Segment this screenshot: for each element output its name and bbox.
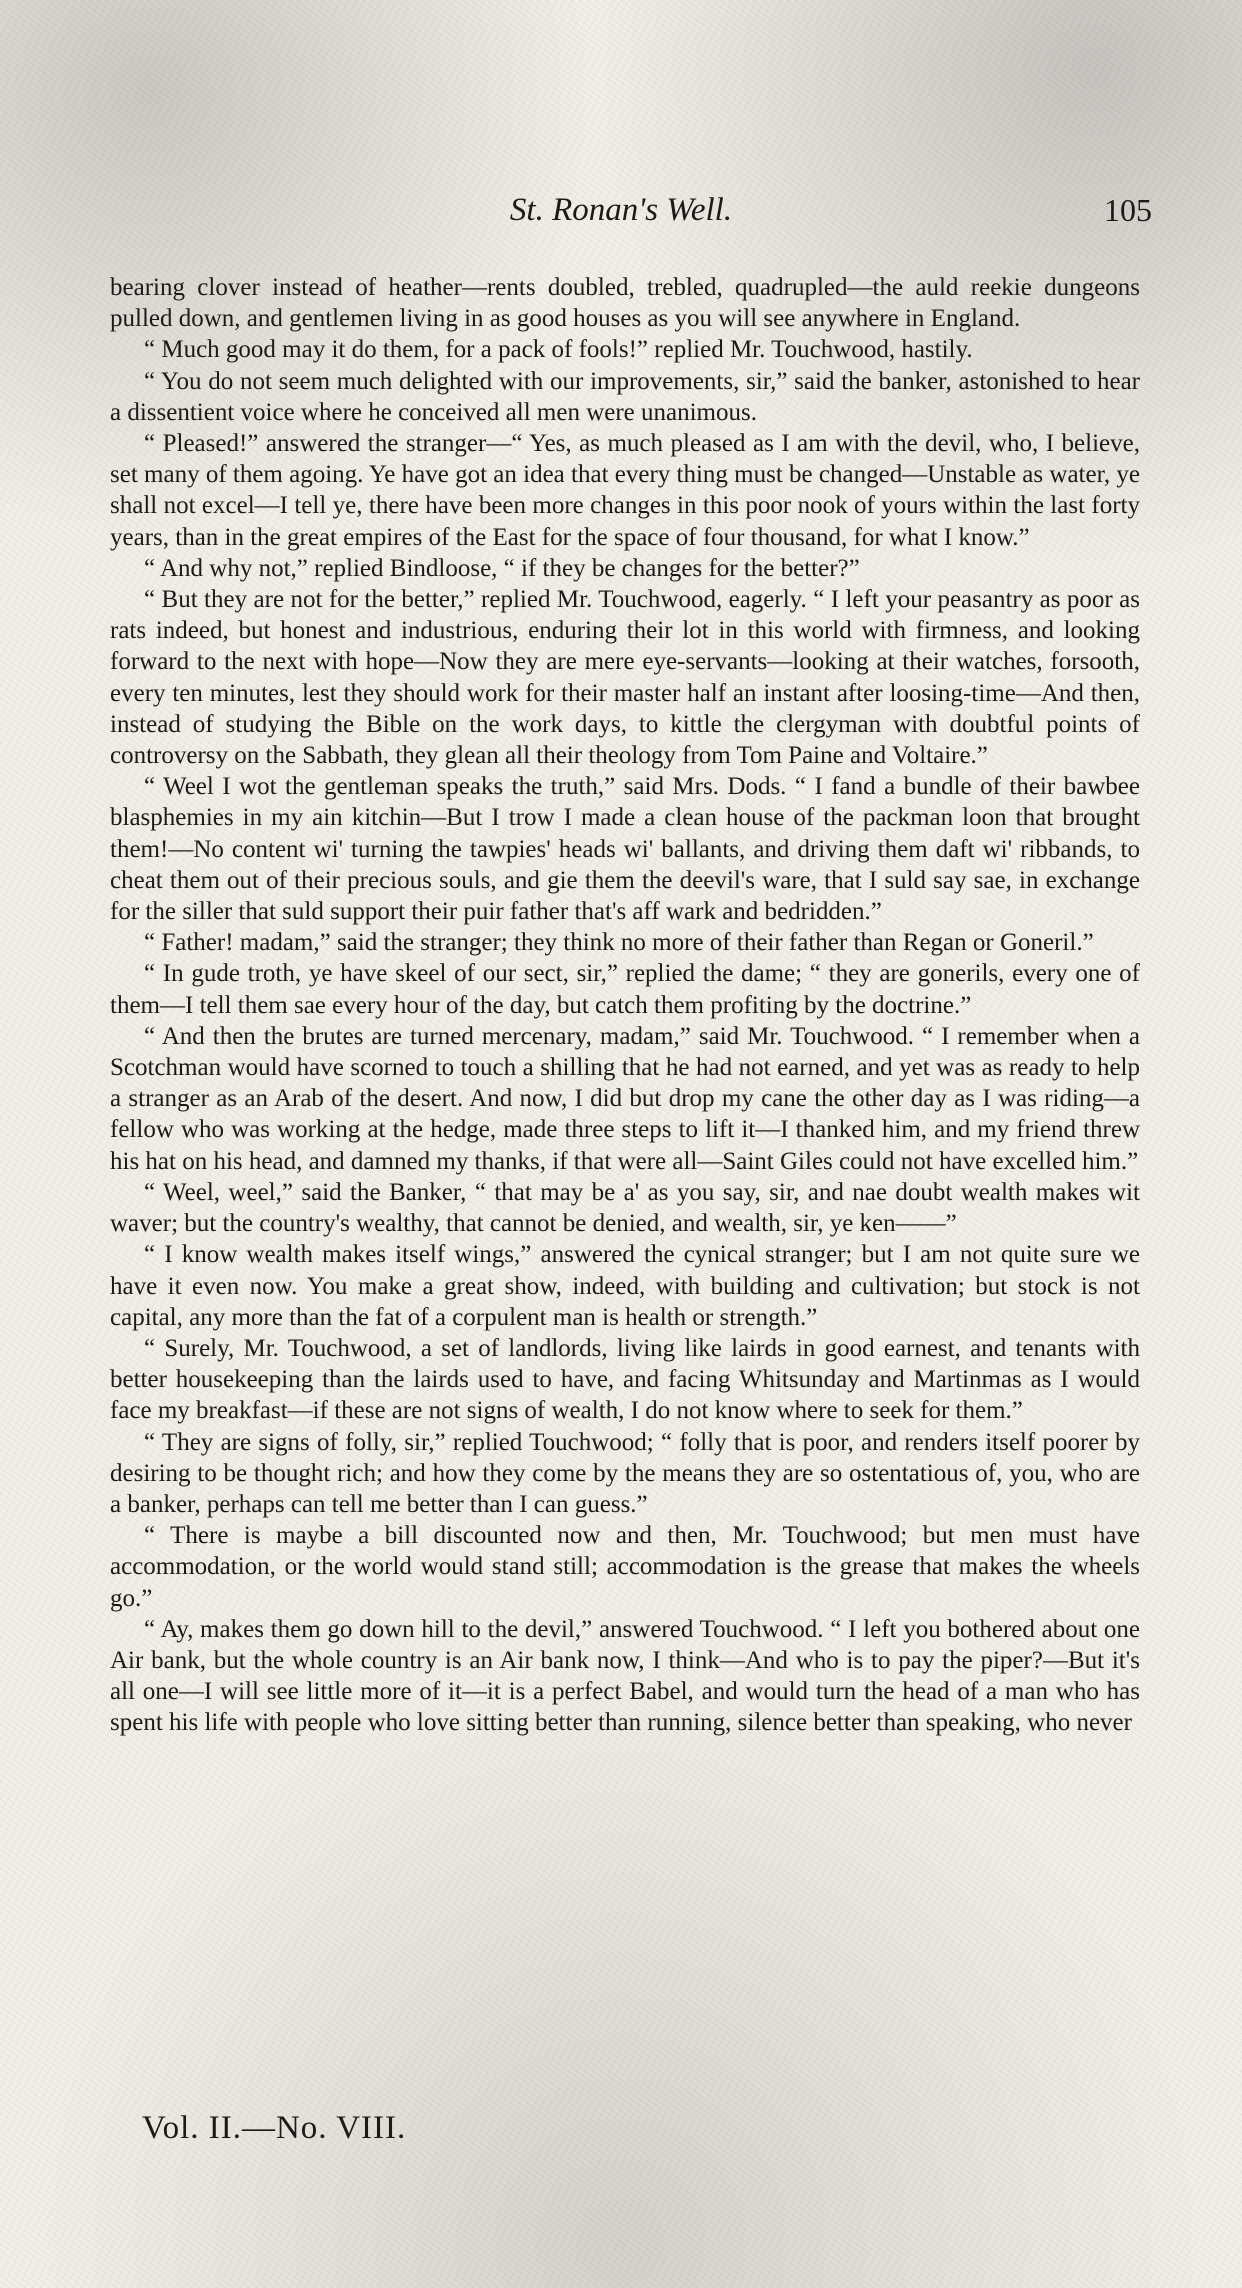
running-title: St. Ronan's Well. (509, 192, 733, 228)
paragraph: “ And why not,” replied Bindloose, “ if they be changes for the better?” (144, 554, 860, 582)
paragraph: “ Weel, weel,” said the Banker, “ that may be a' as you say, sir, and nae doubt wealth makes wit waver; but the country's wealthy, that cannot be denied, and wealth, sir, ye ken——” (110, 1178, 1140, 1238)
paragraph: “ Weel I wot the gentleman speaks the truth,” said Mrs. Dods. “ I fand a bundle of their bawbee blasphemies in my ain kitchin—But I trow I made a clean house of the packman loon that brought them!—No content wi' turning the tawpies' heads wi' ballants, and driving them daft wi' ribbands, to cheat them out of their precious souls, and gie them the deevil's ware, that I suld say sae, in exchange for the siller that suld support their puir father that's aff wark and bedridden.” (110, 773, 1140, 926)
body-text (110, 272, 1140, 1739)
paragraph: “ You do not seem much delighted with our improvements, sir,” said the banker, astonished to hear a dissentient voice where he conceived all men were unanimous. (110, 367, 1140, 426)
paragraph: “ There is maybe a bill discounted now and then, Mr. Touchwood; but men must have accommodation, or the world would stand still; accommodation is the grease that makes the wheels go.” (110, 1522, 1140, 1612)
paragraph: “ But they are not for the better,” replied Mr. Touchwood, eagerly. “ I left your peasantry as poor as rats indeed, but honest and industrious, enduring their lot in this world with firmness, and looking forward to the next with hope—Now they are mere eye-servants—looking at their watches, forsooth, every ten minutes, lest they should work for their master half an instant after loosing-time—And then, instead of studying the Bible on the work days, to kittle the clergyman with doubtful points of controversy on the Sabbath, they glean all their theology from Tom Paine and Voltaire.” (110, 586, 1140, 770)
page-number: 105 (1104, 192, 1152, 228)
paragraph: “ Much good may it do them, for a pack of fools!” replied Mr. Touchwood, hastily. (144, 336, 973, 364)
running-head (0, 192, 1242, 240)
paragraph: “ They are signs of folly, sir,” replied Touchwood; “ folly that is poor, and renders itself poorer by desiring to be thought rich; and how they come by the means they are so ostentatious of, you, who are a banker, perhaps can tell me better than I can guess.” (110, 1428, 1140, 1518)
signature-mark: Vol. II.—No. VIII. (142, 2110, 407, 2146)
paragraph: bearing clover instead of heather—rents doubled, trebled, quadrupled—the auld reekie dungeons pulled down, and gentlemen living in as good houses as you will see anywhere in England. (110, 274, 1140, 333)
paragraph: “ I know wealth makes itself wings,” answered the cynical stranger; but I am not quite sure we have it even now. You make a great show, indeed, with building and cultivation; but stock is not capital, any more than the fat of a corpulent man is health or strength.” (110, 1241, 1140, 1331)
paragraph: “ And then the brutes are turned mercenary, madam,” said Mr. Touchwood. “ I remember when a Scotchman would have scorned to touch a shilling that he had not earned, and yet was as ready to help a stranger as an Arab of the desert. And now, I did but drop my cane the other day as I was riding—a fellow who was working at the hedge, made three steps to lift it—I thanked him, and my friend threw his hat on his head, and damned my thanks, if that were all—Saint Giles could not have excelled him.” (110, 1022, 1140, 1175)
paragraph: “ Pleased!” answered the stranger—“ Yes, as much pleased as I am with the devil, who, I believe, set many of them agoing. Ye have got an idea that every thing must be changed—Unstable as water, ye shall not excel—I tell ye, there have been more changes in this poor nook of yours within the last forty years, than in the great empires of the East for the space of four thousand, for what I know.” (110, 430, 1140, 551)
paragraph: “ Surely, Mr. Touchwood, a set of landlords, living like lairds in good earnest, and tenants with better housekeeping than the lairds used to have, and facing Whitsunday and Martinmas as I would face my breakfast—if these are not signs of wealth, I do not know where to seek for them.” (110, 1334, 1140, 1425)
paragraph: “ Ay, makes them go down hill to the devil,” answered Touchwood. “ I left you bothered about one Air bank, but the whole country is an Air bank now, I think—And who is to pay the piper?—But it's all one—I will see little more of it—it is a perfect Babel, and would turn the head of a man who has spent his life with people who love sitting better than running, silence better than speaking, who never (110, 1615, 1140, 1737)
paragraph: “ In gude troth, ye have skeel of our sect, sir,” replied the dame; “ they are gonerils, every one of them—I tell them sae every hour of the day, but catch them profiting by the doctrine.” (110, 960, 1140, 1019)
paragraph: “ Father! madam,” said the stranger; they think no more of their father than Regan or Goneril.” (144, 929, 1094, 957)
